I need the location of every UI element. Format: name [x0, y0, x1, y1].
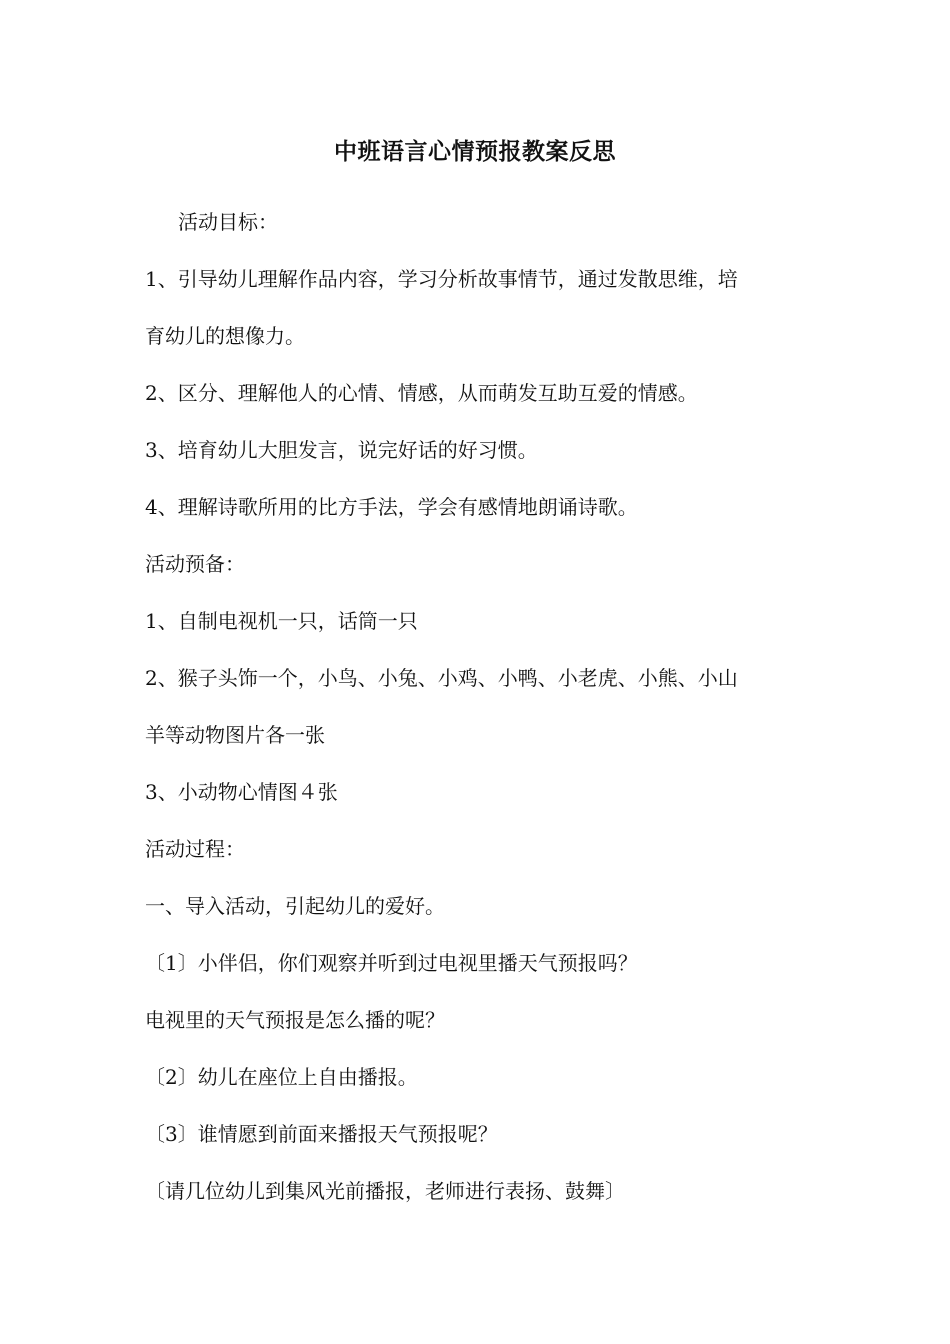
paragraph-line: 一、导入活动，引起幼儿的爱好。 — [145, 894, 445, 918]
section-heading-preparation: 活动预备： — [145, 552, 245, 576]
paragraph-line: 〔请几位幼儿到集风光前播报，老师进行表扬、鼓舞〕 — [145, 1179, 625, 1203]
section-heading-goals: 活动目标： — [178, 210, 278, 234]
paragraph-line: 2、猴子头饰一个，小鸟、小兔、小鸡、小鸭、小老虎、小熊、小山 — [145, 666, 738, 690]
paragraph-line: 1、自制电视机一只，话筒一只 — [145, 609, 418, 633]
paragraph-line: 3、小动物心情图４张 — [145, 780, 338, 804]
paragraph-line: 〔2〕幼儿在座位上自由播报。 — [145, 1065, 418, 1089]
paragraph-line: 〔3〕谁情愿到前面来播报天气预报呢？ — [145, 1122, 498, 1146]
paragraph-line: 羊等动物图片各一张 — [145, 723, 325, 747]
paragraph-line: 3、培育幼儿大胆发言，说完好话的好习惯。 — [145, 438, 538, 462]
paragraph-line: 电视里的天气预报是怎么播的呢？ — [145, 1008, 445, 1032]
paragraph-line: 〔1〕小伴侣，你们观察并听到过电视里播天气预报吗？ — [145, 951, 638, 975]
paragraph-line: 育幼儿的想像力。 — [145, 324, 305, 348]
document-title: 中班语言心情预报教案反思 — [334, 138, 616, 165]
section-heading-process: 活动过程： — [145, 837, 245, 861]
paragraph-line: 4、理解诗歌所用的比方手法，学会有感情地朗诵诗歌。 — [145, 495, 638, 519]
paragraph-line: 2、区分、理解他人的心情、情感，从而萌发互助互爱的情感。 — [145, 381, 698, 405]
paragraph-line: 1、引导幼儿理解作品内容，学习分析故事情节，通过发散思维，培 — [145, 267, 738, 291]
